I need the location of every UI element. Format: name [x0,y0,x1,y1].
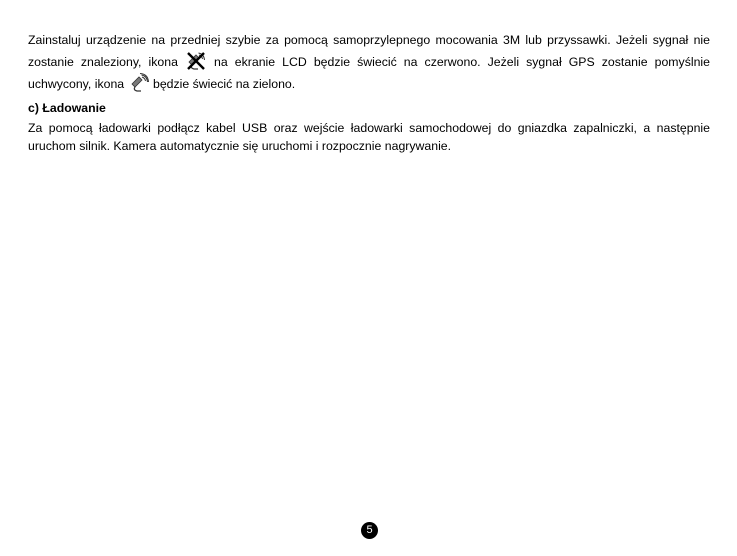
charging-heading: c) Ładowanie [28,101,106,115]
gps-signal-icon [129,73,149,93]
install-text-1: Zainstaluj urządzenie na przedniej szybie za pomocą samoprzylepnego mocowania 3M lub przyssawki. Jeżeli sygnał nie zostanie znaleziony, ikona [28,33,710,69]
gps-no-signal-icon [186,51,206,71]
document-page [28,30,710,155]
install-text-2: na ekranie LCD będzie świecić na czerwono. Jeżeli sygnał GPS zostanie pomyślnie uchwycony, ikona [28,55,710,91]
page-number: 5 [361,522,378,539]
charging-paragraph: Za pomocą ładowarki podłącz kabel USB oraz wejście ładowarki samochodowej do gniazdka zapalniczki, a następnie uruchom silnik. Kamera automatycznie się uruchomi i rozpocznie nagrywanie. [28,121,710,153]
install-paragraph [28,30,710,95]
install-text-3: będzie świecić na zielono. [153,77,296,91]
